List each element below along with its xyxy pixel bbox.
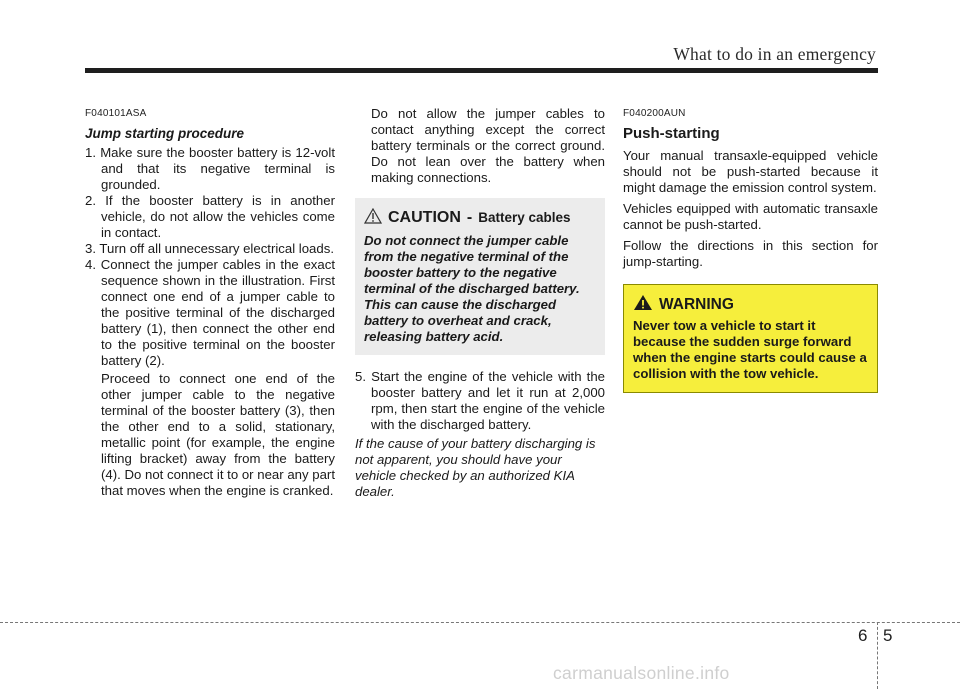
warning-text: Never tow a vehicle to start it because the sudden surge forward when the engine starts could cause a collision with the tow vehicle. bbox=[633, 318, 867, 381]
warning-triangle-icon bbox=[633, 294, 653, 315]
paragraph: Proceed to connect one end of the other jumper cable to the negative terminal of the booster battery (3), then the other end to a solid, stationary, metallic point (for example, the engine lifting bracket) away from the battery (4). Do not connect it to or near any part that moves when the engine is cranked. bbox=[101, 371, 335, 498]
watermark: carmanualsonline.info bbox=[553, 663, 730, 683]
footer-divider bbox=[877, 622, 878, 689]
header-rule bbox=[85, 68, 878, 73]
warning-label: WARNING bbox=[659, 295, 734, 313]
caution-label: CAUTION bbox=[388, 209, 461, 226]
section-code: F040101ASA bbox=[85, 108, 147, 119]
steps-list bbox=[85, 145, 335, 369]
subheading: Jump starting procedure bbox=[85, 126, 245, 141]
column-push-starting bbox=[623, 106, 878, 393]
chapter-number: 6 bbox=[858, 626, 868, 645]
caution-dash: - bbox=[466, 209, 473, 226]
paragraph: Vehicles equipped with automatic transaxle cannot be push-started. bbox=[623, 201, 878, 232]
caution-header bbox=[364, 208, 596, 228]
list-item: 2. If the booster battery is in another vehicle, do not allow the vehicles come in contact. bbox=[85, 193, 335, 240]
column-jump-starting bbox=[85, 106, 335, 499]
list-item: 5. Start the engine of the vehicle with the booster battery and let it run at 2,000 rpm, then start the engine of the vehicle with the discharged battery. bbox=[355, 369, 605, 432]
column-cables bbox=[355, 106, 605, 500]
list-item: 1. Make sure the booster battery is 12-volt and that its negative terminal is grounded. bbox=[85, 145, 335, 192]
caution-text: Do not connect the jumper cable from the negative terminal of the booster battery to the negative terminal of the discharged battery. This can cause the discharged battery to overheat and crack, releasing battery acid. bbox=[364, 233, 580, 344]
section-title: Push-starting bbox=[623, 125, 720, 142]
paragraph: Do not allow the jumper cables to contact anything except the correct battery terminals or the correct ground. Do not lean over the battery when making connections. bbox=[371, 106, 605, 185]
dealer-note: If the cause of your battery discharging is not apparent, you should have your vehicle checked by an authorized KIA dealer. bbox=[355, 436, 596, 499]
paragraph: Your manual transaxle-equipped vehicle should not be push-started because it might damage the emission control system. bbox=[623, 148, 878, 195]
list-item: 4. Connect the jumper cables in the exact sequence shown in the illustration. First connect one end of a jumper cable to the positive terminal of the discharged battery (1), then connect the other end to the positive terminal on the booster battery (2). bbox=[85, 257, 335, 368]
header-title: What to do in an emergency bbox=[673, 44, 876, 64]
steps-list bbox=[355, 369, 605, 433]
caution-box bbox=[355, 198, 605, 355]
warning-box bbox=[623, 284, 878, 393]
paragraph: Follow the directions in this section for jump-starting. bbox=[623, 238, 878, 269]
page-number: 5 bbox=[883, 626, 893, 645]
caution-triangle-icon bbox=[364, 208, 382, 228]
list-item: 3. Turn off all unnecessary electrical loads. bbox=[85, 241, 334, 256]
caution-subtitle: Battery cables bbox=[478, 210, 571, 225]
warning-header bbox=[633, 294, 868, 315]
footer-rule bbox=[0, 622, 960, 623]
section-code: F040200AUN bbox=[623, 108, 686, 119]
